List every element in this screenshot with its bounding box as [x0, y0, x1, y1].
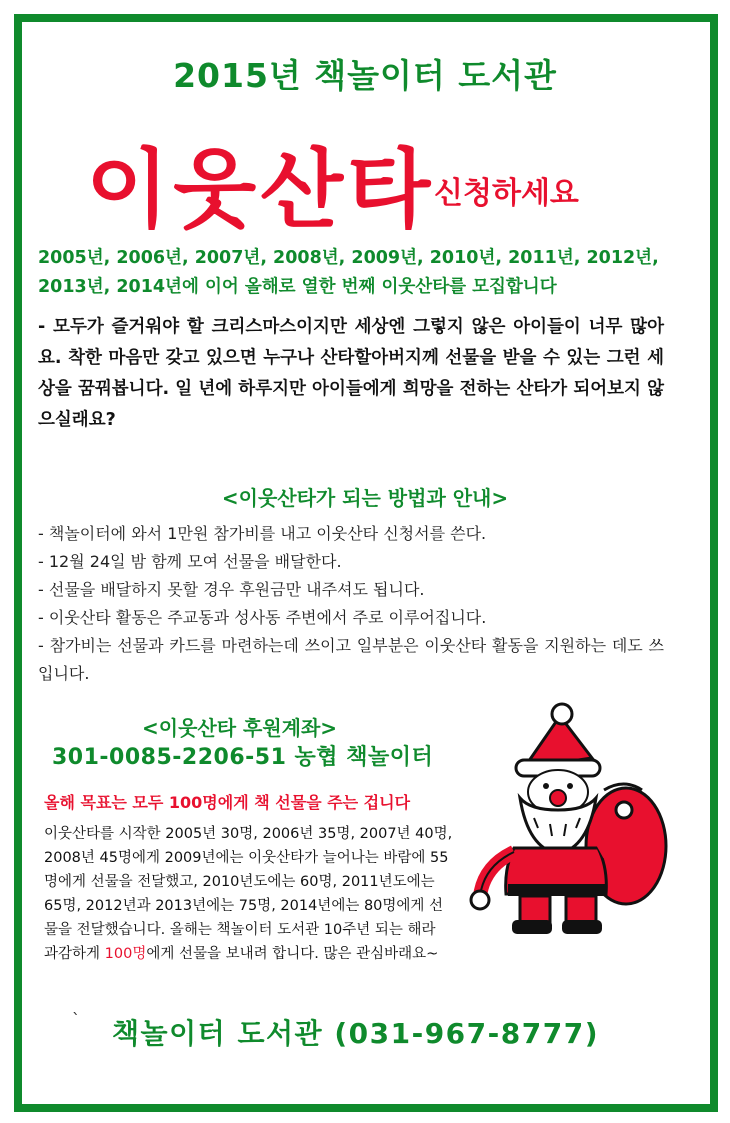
goal-headline: 올해 목표는 모두 100명에게 책 선물을 주는 겁니다	[44, 793, 411, 812]
intro-text	[38, 244, 668, 302]
intro-line-1: 2005년, 2006년, 2007년, 2008년, 2009년, 2010년, 2011년, 2012년,	[38, 248, 659, 268]
santa-claus-icon	[454, 698, 680, 938]
goal-text-before: 이웃산타를 시작한 2005년 30명, 2006년 35명, 2007년 40명, 2008년 45명에게 2009년에는 이웃산타가 늘어나는 바람에 55명에게 선물을 전달했고, 2010년도에는 60명, 2011년도에는 65명, 2012년과 2013년에는 75명, 2014년에는 80명에게 선물을 전달했습니다. 올해는 책놀이터 도서관 10주년 되는 해라 과감하게	[44, 826, 453, 962]
sub-title: 신청하세요	[434, 176, 579, 211]
guide-list	[38, 520, 664, 688]
goal-description	[44, 822, 454, 966]
poster-title: 2015년 책놀이터 도서관	[173, 56, 557, 95]
list-item: - 선물을 배달하지 못할 경우 후원금만 내주셔도 됩니다.	[38, 580, 425, 599]
list-item: - 참가비는 선물과 카드를 마련하는데 쓰이고 일부분은 이웃산타 활동을 지원하는 데도 쓰입니다.	[38, 636, 664, 683]
list-item: - 책놀이터에 와서 1만원 참가비를 내고 이웃산타 신청서를 쓴다.	[38, 524, 487, 543]
footer-tick-mark: `	[72, 1010, 80, 1029]
donation-account: 301-0085-2206-51 농협 책놀이터	[52, 745, 434, 770]
list-item: - 이웃산타 활동은 주교동과 성사동 주변에서 주로 이루어집니다.	[38, 608, 487, 627]
donation-heading: <이웃산타 후원계좌>	[142, 716, 338, 740]
list-item: - 12월 24일 밤 함께 모여 선물을 배달한다.	[38, 552, 342, 571]
footer-contact: 책놀이터 도서관 (031-967-8777)	[112, 1017, 599, 1050]
goal-text-after: 에게 선물을 보내려 합니다. 많은 관심바래요~	[146, 946, 439, 962]
goal-highlight: 100명	[104, 946, 147, 962]
description-paragraph: - 모두가 즐거워야 할 크리스마스이지만 세상엔 그렇지 않은 아이들이 너무 많아요. 착한 마음만 갖고 있으면 누구나 산타할아버지께 선물을 받을 수 있는 그런 세상을 꿈꿔봅니다. 일 년에 하루지만 아이들에게 희망을 전하는 산타가 되어보지 않으실래요?	[38, 317, 664, 430]
main-title: 이웃산타	[86, 140, 435, 240]
guide-heading: <이웃산타가 되는 방법과 안내>	[221, 486, 509, 510]
intro-line-2: 2013년, 2014년에 이어 올해로 열한 번째 이웃산타를 모집합니다	[38, 277, 557, 297]
